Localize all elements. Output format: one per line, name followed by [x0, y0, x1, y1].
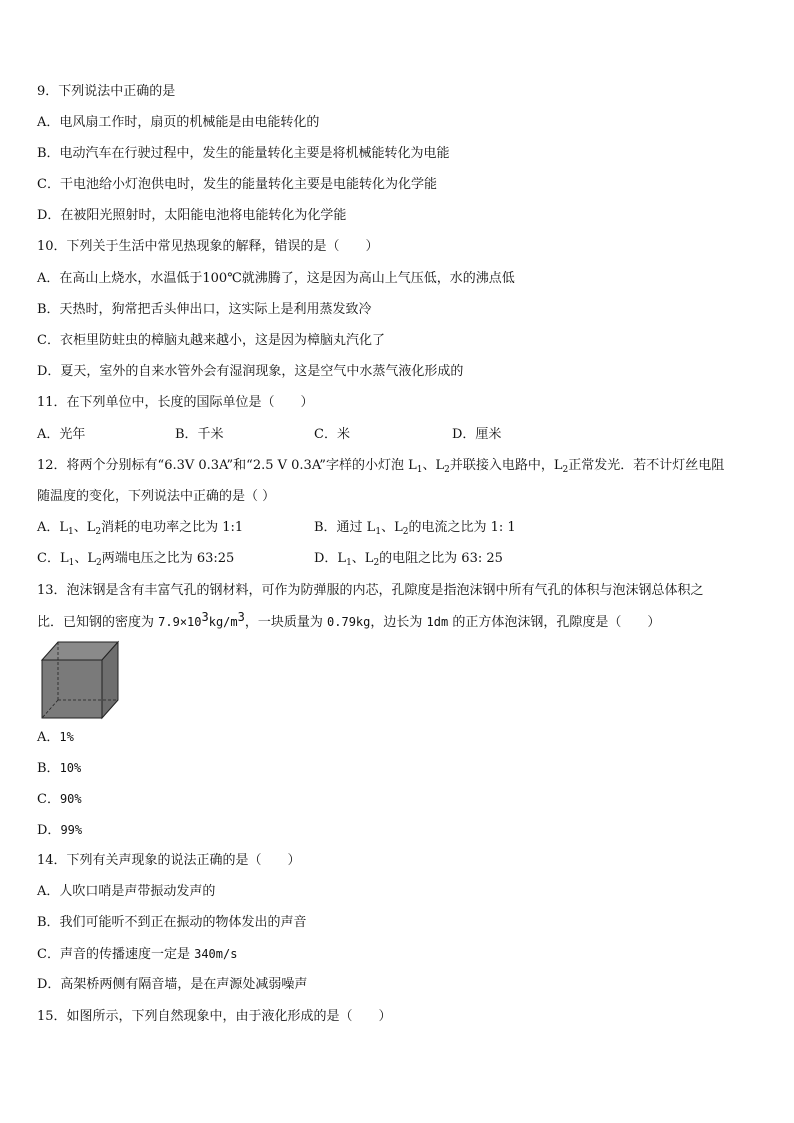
q13-option-d: D．99% — [37, 823, 83, 838]
q12-option-d: D．$L_1$、$L_2$的电阻之比为 63: 25 — [314, 551, 503, 568]
q9-option-d: D．在被阳光照射时，太阳能电池将电能转化为化学能 — [37, 208, 347, 223]
q12-option-c: C．$L_1$、$L_2$两端电压之比为 63:25 — [37, 551, 235, 568]
q11-option-c: C．米 — [314, 427, 350, 442]
q13-option-b: B．10% — [37, 761, 82, 776]
q11-option-d: D．厘米 — [452, 427, 502, 442]
q10-option-d: D．夏天，室外的自来水管外会有湿润现象，这是空气中水蒸气液化形成的 — [37, 364, 464, 379]
q13-option-c: C．90% — [37, 792, 82, 807]
q15-stem: 15．如图所示，下列自然现象中，由于液化形成的是（ ） — [37, 1009, 392, 1024]
q11-option-b: B．千米 — [175, 427, 224, 442]
q13-option-a: A．1% — [37, 730, 74, 745]
q12-stem-line2: 随温度的变化，下列说法中正确的是（ ） — [37, 489, 276, 504]
q12-option-b: B．通过 $L_1$、$L_2$的电流之比为 1: 1 — [314, 520, 516, 537]
q13-stem: 13．泡沫钢是含有丰富气孔的钢材料，可作为防弹服的内芯，孔隙度是指泡沫钢中所有气孔的体积与泡沫钢总体积之 — [37, 583, 704, 598]
q11-stem: 11．在下列单位中，长度的国际单位是（ ） — [37, 395, 314, 410]
q9-stem: 9．下列说法中正确的是 — [37, 84, 176, 99]
q14-option-a: A．人吹口哨是声带振动发声的 — [37, 884, 216, 899]
q10-stem: 10．下列关于生活中常见热现象的解释，错误的是（ ） — [37, 239, 379, 254]
q10-option-b: B．天热时，狗常把舌头伸出口，这实际上是利用蒸发致冷 — [37, 302, 372, 317]
cube-icon — [40, 640, 120, 720]
cube-figure — [40, 640, 120, 724]
q10-option-c: C．衣柜里防蛀虫的樟脑丸越来越小，这是因为樟脑丸汽化了 — [37, 333, 385, 348]
q14-option-b: B．我们可能听不到正在振动的物体发出的声音 — [37, 915, 307, 930]
q14-option-d: D．高架桥两侧有隔音墙，是在声源处减弱噪声 — [37, 977, 308, 992]
q12-stem: 12．将两个分别标有“6.3V 0.3A”和“2.5 V 0.3A”字样的小灯泡 $L_1$、$L_2$并联接入电路中，$L_2$正常发光．若不计灯丝电阻 — [37, 458, 725, 475]
q14-stem: 14．下列有关声现象的说法正确的是（ ） — [37, 853, 301, 868]
q9-option-b: B．电动汽车在行驶过程中，发生的能量转化主要是将机械能转化为电能 — [37, 146, 450, 161]
q10-option-a: A．在高山上烧水，水温低于100℃就沸腾了，这是因为高山上气压低，水的沸点低 — [37, 271, 515, 286]
q14-option-c: C．声音的传播速度一定是 340m/s — [37, 947, 238, 962]
q13-stem-line2: 比．已知钢的密度为 $7.9\times 10^3kg/m^3$，一块质量为 0.79kg，边长为 1dm 的正方体泡沫钢，孔隙度是（ ） — [37, 610, 661, 630]
q11-option-a: A．光年 — [37, 427, 86, 442]
q9-option-c: C．干电池给小灯泡供电时，发生的能量转化主要是电能转化为化学能 — [37, 177, 437, 192]
q12-option-a: A．$L_1$、$L_2$消耗的电功率之比为 1:1 — [37, 520, 244, 537]
q9-option-a: A．电风扇工作时，扇页的机械能是由电能转化的 — [37, 115, 320, 130]
